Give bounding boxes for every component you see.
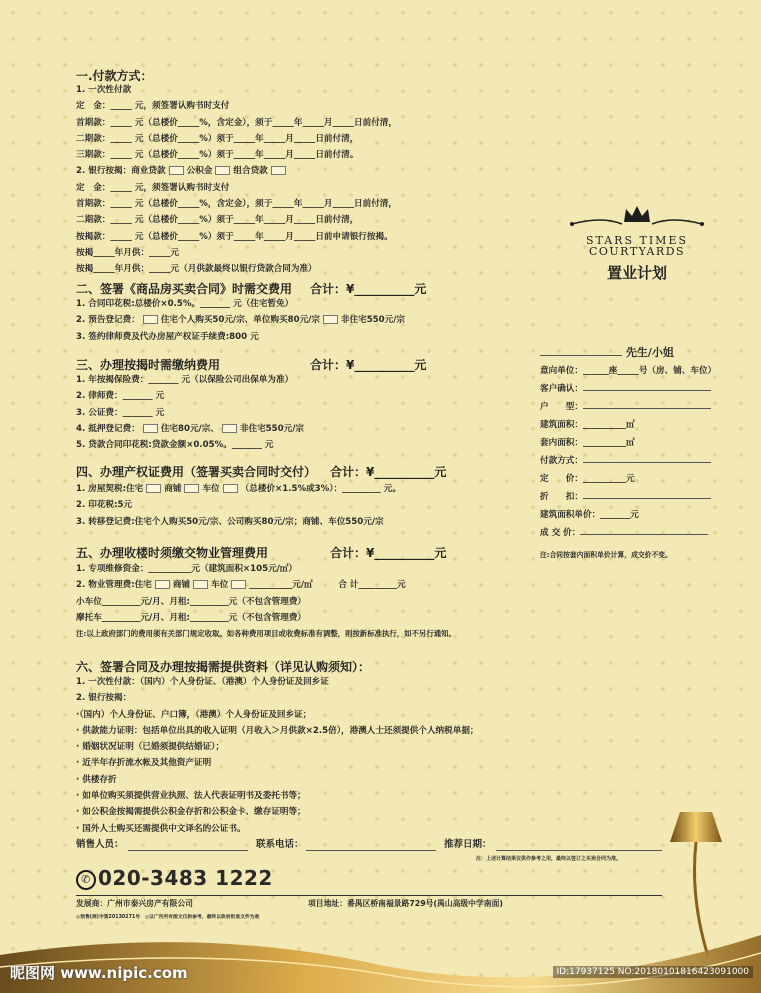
section-3-title: 三、办理按揭时需缴纳费用 (76, 358, 221, 372)
list-item: · 如单位购买须提供营业执照、法人代表证明书及委托书等； (76, 791, 306, 802)
label: 非住宅550元/宗 (239, 423, 304, 434)
checkbox-non-residential[interactable] (222, 424, 237, 433)
line: 3. 转移登记费:住宅个人购买50元/宗、公司购买80元/宗；商铺、车位550元/宗 (76, 516, 384, 527)
line (76, 481, 401, 497)
label: 2. 银行按揭：商业贷款 (76, 166, 166, 177)
label: 商铺 (164, 484, 182, 494)
section-5-total: 合计：¥__________元 (330, 546, 447, 560)
checkbox-parking[interactable] (223, 484, 238, 493)
brand-line-1: STARS TIMES (585, 234, 689, 247)
form-row: 建筑面积单价：_______元 (540, 510, 639, 520)
line (76, 577, 456, 593)
line: 定 金：_____ 元，须签署认购书时支付 (76, 182, 230, 193)
section-5-body (76, 561, 456, 642)
checkbox-shop[interactable] (184, 484, 199, 493)
input-line[interactable] (583, 488, 711, 499)
crown-icon (562, 200, 712, 230)
section-2-body (76, 296, 405, 345)
section-2-title: 二、签署《商品房买卖合同》时需交费用 (76, 282, 293, 296)
checkbox-residential[interactable] (143, 315, 158, 324)
line: 1. 一次性付款：（国内）个人身份证、（港澳）个人身份证及回乡证 (76, 677, 329, 687)
line (76, 312, 405, 328)
form-row (540, 488, 716, 506)
list-item: · 供楼存折 (76, 774, 117, 785)
phone-icon: ✆ (76, 870, 96, 890)
list-item: · 供款能力证明：包括单位出具的收入证明（月收入＞月供款×2.5倍），港澳人士还须提供个人纳税单据； (76, 725, 479, 736)
phone-field[interactable] (306, 850, 436, 851)
label: 住宅80元/宗、 (160, 423, 219, 434)
client-name-row (540, 344, 716, 362)
section-1-title: 一.付款方式： (76, 69, 153, 83)
watermark-left: 昵图网 www.nipic.com (10, 964, 188, 982)
label: 商铺 (172, 580, 191, 591)
line: 首期款：_____ 元（总楼价_____%，含定金），须于_____年_____月_____日前付清， (76, 117, 397, 128)
line: 小车位_________元/月、月租:_________元（不包含管理费） (76, 596, 307, 607)
list-item: · 近半年存折流水帐及其他资产证明 (76, 758, 212, 769)
line: 2. 银行按揭： (76, 693, 132, 704)
input-line[interactable] (583, 380, 711, 391)
section-6-title: 六、签署合同及办理按揭需提供资料（详见认购须知）： (76, 660, 371, 674)
section-4-total: 合计：¥__________元 (330, 465, 447, 479)
client-name-field[interactable] (540, 345, 622, 356)
label: 客户确认： (540, 384, 583, 394)
sales-person-field[interactable] (128, 850, 248, 851)
form-row: 建筑面积：__________㎡ (540, 420, 635, 430)
checkbox-parking[interactable] (231, 580, 246, 589)
list-item: ·（国内）个人身份证、户口簿，（港澳）个人身份证及回乡证； (76, 709, 312, 720)
brand-subtitle: 置业计划 (606, 264, 667, 282)
line: 1. 一次性付款 (76, 85, 132, 95)
line: 三期款：_____ 元（总楼价_____%）须于_____年_____月_____日前付清。 (76, 150, 359, 161)
label: 2. 预告登记费： (76, 315, 140, 326)
form-row: 定 价：__________元 (540, 474, 635, 484)
section-3-total: 合计：¥__________元 (310, 358, 427, 372)
label: 2. 物业管理费:住宅 (76, 580, 152, 591)
brand-logo (562, 200, 712, 283)
input-line[interactable] (583, 452, 711, 463)
line (76, 421, 304, 437)
developer: 发展商：广州市泰兴房产有限公司 (76, 899, 193, 908)
line: 2. 律师费：_______ 元 (76, 391, 165, 402)
line: 首期款：_____ 元（总楼价_____%，含定金），须于_____年_____月_____日前付清， (76, 199, 397, 210)
list-item: · 婚姻状况证明（已婚须提供结婚证）； (76, 742, 225, 753)
line: 1. 年按揭保险费：_______ 元（以保险公司出保单为准） (76, 375, 294, 385)
line: 1. 合同印花税:总楼价×0.5%。_______ 元（住宅暂免） (76, 299, 294, 309)
note: 注:合同按套内面积单价计算，成交价不变。 (540, 551, 672, 559)
watermark-bar (0, 956, 761, 993)
line: 二期款：_____ 元（总楼价_____%）须于_____年_____月_____日前付清， (76, 133, 359, 144)
phone-label: 联系电话： (256, 839, 304, 850)
label: 车位 (211, 580, 229, 591)
label: 户 型： (540, 402, 583, 412)
line: 3. 公证费：_______ 元 (76, 407, 165, 418)
checkbox-residential[interactable] (155, 580, 170, 589)
list-item: · 国外人士购买还需提供中文译名的公证书。 (76, 823, 246, 834)
label: 1. 房屋契税:住宅 (76, 484, 144, 494)
section-1-body (76, 82, 397, 278)
line: 按揭_____年月供：_____元（月供款最终以银行贷款合同为准） (76, 264, 317, 275)
line: 5. 贷款合同印花税:贷款金额×0.05%。_______ 元 (76, 440, 274, 451)
section-6-body (76, 674, 479, 837)
project-address: 项目地址：番禺区桥南福景路729号(禺山高级中学南面) (308, 899, 503, 908)
date-label: 推荐日期： (444, 839, 492, 850)
hotline-number: 020-3483 1222 (98, 866, 273, 890)
input-line[interactable] (580, 524, 708, 535)
brand-line-2: COURTYARDS (588, 245, 686, 258)
label: （总楼价×1.5%或3%）：_________ 元。 (240, 484, 401, 494)
line: 二期款：_____ 元（总楼价_____%）须于_____年_____月_____日前付清， (76, 215, 359, 226)
checkbox-residential[interactable] (143, 424, 158, 433)
label: 车位 (202, 484, 220, 494)
section-4-title: 四、办理产权证费用（签署买卖合同时交付） (76, 465, 317, 479)
form-row (540, 380, 716, 398)
client-title: 先生/小姐 (625, 346, 674, 359)
label: 组合贷款 (233, 166, 268, 177)
checkbox-shop[interactable] (193, 580, 208, 589)
section-4-body (76, 481, 401, 530)
label: __________元/㎡ 合 计_________元 (249, 580, 406, 591)
checkbox-residential[interactable] (146, 484, 161, 493)
line: 1. 专项维修资金：__________元（建筑面积×105元/㎡） (76, 564, 297, 574)
checkbox-provident-fund[interactable] (215, 166, 230, 175)
line: 定 金：_____ 元，须签署认购书时支付 (76, 101, 230, 112)
permit-note: ◎预售(商)字第20130271号 ◎以广告所有图文仅供参考，最终以政府批准文件为准 (76, 915, 260, 920)
form-row (540, 452, 716, 470)
form-row (540, 398, 716, 416)
line: 按揭款：_____ 元（总楼价_____%）须于_____年_____月_____日前申请银行按揭。 (76, 231, 393, 242)
label: 折 扣： (540, 492, 583, 502)
date-field[interactable] (496, 850, 662, 851)
list-item: · 如公积金按揭需提供公积金存折和公积金卡、缴存证明等； (76, 807, 306, 818)
label: 成 交 价： (540, 528, 581, 538)
form-row (540, 524, 716, 542)
line (76, 163, 397, 179)
section-5-title: 五、办理收楼时须缴交物业管理费用 (76, 546, 269, 560)
form-row: 套内面积：__________㎡ (540, 438, 635, 448)
checkbox-commercial-loan[interactable] (169, 166, 184, 175)
watermark-right: ID:17937125 NO:20180101816423091000 (553, 966, 754, 978)
line: 3. 签约律师费及代办房屋产权证手续费:800 元 (76, 331, 259, 342)
line: 按揭_____年月供：_____元 (76, 247, 180, 258)
client-form (540, 344, 716, 564)
label: 4. 抵押登记费： (76, 423, 140, 434)
checkbox-combined-loan[interactable] (271, 166, 286, 175)
form-row: 意向单位：______座_____号（房、铺、车位） (540, 366, 717, 376)
label: 付款方式： (540, 456, 583, 466)
label: 公积金 (186, 166, 213, 177)
line: 摩托车_________元/月、月租:_________元（不包含管理费） (76, 612, 307, 623)
note: 注:以上政府部门的费用须有关部门规定收取。如各种费用项目或收费标准有调整，则按新标准执行，如不另行通知。 (76, 629, 456, 639)
section-3-body (76, 372, 304, 453)
line: 2. 印花税:5元 (76, 500, 133, 511)
label: 住宅个人购买50元/宗、单位购买80元/宗 (160, 315, 320, 326)
checkbox-non-residential[interactable] (323, 315, 338, 324)
hotline (76, 866, 273, 890)
section-2-total: 合计：¥__________元 (310, 282, 427, 296)
input-line[interactable] (583, 398, 711, 409)
label: 非住宅550元/宗 (340, 315, 405, 326)
small-note: 注：上述计算结果仅供作参考之用，最终以签订之买卖合同为准。 (476, 856, 622, 862)
sales-person-label: 销售人员： (76, 839, 124, 850)
